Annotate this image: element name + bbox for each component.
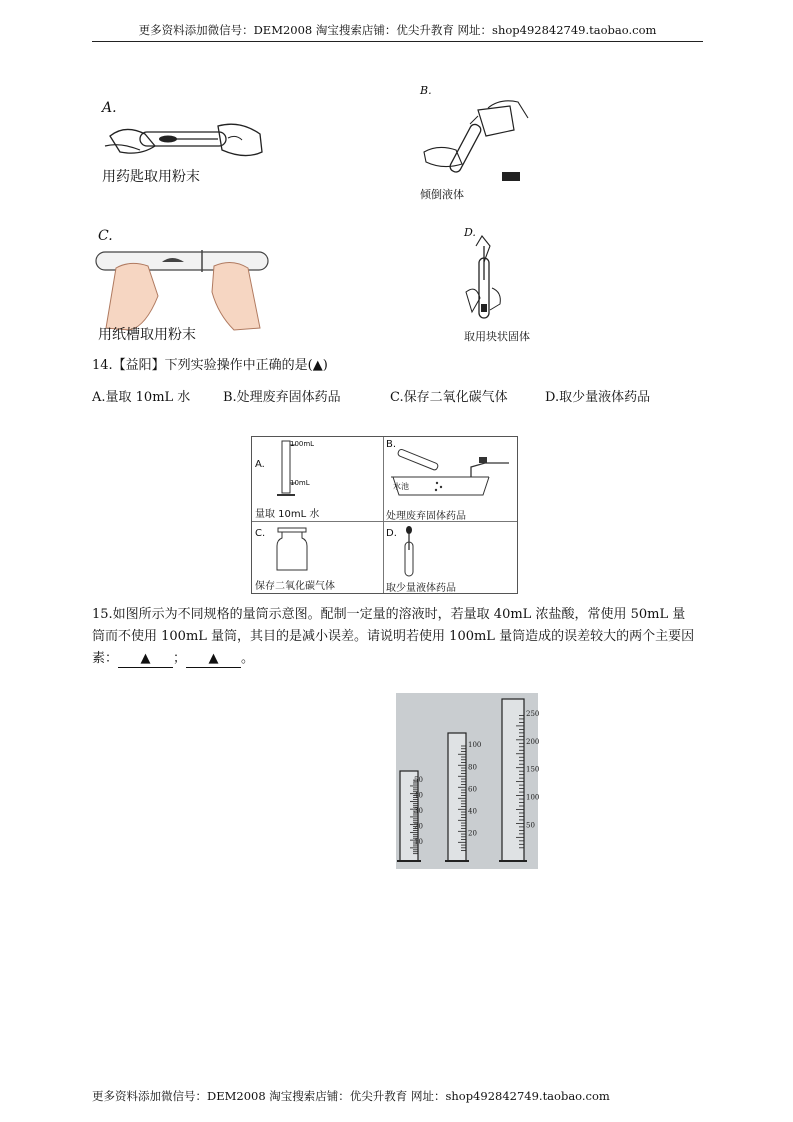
cylinder-small-scale-label: 40 <box>414 791 423 800</box>
panel-b-label: B. <box>420 84 432 97</box>
panel-a-label: A. <box>102 100 117 116</box>
q14-figure-grid <box>251 436 518 594</box>
cylinder-small-scale-label: 20 <box>414 822 423 831</box>
q14-option-d: D.取少量液体药品 <box>545 390 651 405</box>
q15-separator: ； <box>173 651 187 666</box>
pouring-liquid-illustration <box>418 90 533 185</box>
graduated-cylinder-100ml <box>276 439 316 503</box>
grid-b-water: 水池 <box>393 482 409 491</box>
grid-cell-a <box>252 437 383 521</box>
cylinder-small <box>397 771 423 861</box>
sink-disposal-illustration <box>385 443 515 503</box>
grid-c-caption: 保存二氧化碳气体 <box>255 581 335 592</box>
cylinder-medium-scale-label: 20 <box>468 829 477 838</box>
panel-a <box>100 98 270 188</box>
cylinders-drawing <box>396 693 538 869</box>
cylinder-large-scale-label: 200 <box>526 737 540 746</box>
grid-d-label: D. <box>386 528 397 539</box>
q14-option-c: C.保存二氧化碳气体 <box>390 390 508 405</box>
q15-line3-prefix: 素： <box>92 651 119 666</box>
q15-line-2: 筒而不使用 100mL 量筒，其目的是减小误差。请说明若使用 100mL 量筒造成的误差较大的两个主要因 <box>92 629 695 644</box>
panel-b-caption: 倾倒液体 <box>420 188 464 201</box>
panel-c-label: C. <box>98 228 113 244</box>
grid-a-low-mark: 10mL <box>290 479 310 487</box>
panel-d-caption: 取用块状固体 <box>464 330 530 343</box>
cylinder-medium-scale-label: 80 <box>468 763 477 772</box>
q14-option-a: A.量取 10mL 水 <box>92 390 191 405</box>
grid-a-caption: 量取 10mL 水 <box>255 509 320 520</box>
cylinder-medium <box>445 733 481 861</box>
panel-c <box>96 228 271 344</box>
cylinder-large-scale-label: 150 <box>526 765 540 774</box>
dropper-tube-illustration <box>401 524 431 580</box>
panel-d <box>462 226 552 344</box>
grid-cell-c <box>252 522 383 593</box>
grid-cell-b <box>383 437 517 521</box>
q15-line-1: 15.如图所示为不同规格的量筒示意图。配制一定量的溶液时，若量取 40mL 浓盐酸，常使用 50mL 量 <box>92 607 686 622</box>
cylinder-large-scale-label: 100 <box>526 793 540 802</box>
grid-b-caption: 处理废弃固体药品 <box>386 511 466 522</box>
cylinder-medium-scale-label: 60 <box>468 785 477 794</box>
answer-blank-2[interactable]: ▲ <box>186 651 241 668</box>
grid-a-top-mark: 100mL <box>290 440 315 448</box>
page-footer: 更多资料添加微信号：DEM2008 淘宝搜索店铺：优尖升教育 网址：shop492842749.taobao.com <box>92 1089 610 1103</box>
q15-line-3 <box>92 648 704 670</box>
q15-text <box>92 604 704 670</box>
cylinder-medium-scale-label: 40 <box>468 807 477 816</box>
panel-c-caption: 用纸槽取用粉末 <box>98 327 196 343</box>
cylinder-small-scale-label: 10 <box>414 838 423 847</box>
cylinder-large <box>499 699 539 861</box>
panel-d-label: D. <box>464 226 476 239</box>
block-solid-illustration <box>462 232 552 327</box>
grid-a-label: A. <box>255 459 265 470</box>
gas-jar-illustration <box>274 524 314 574</box>
cylinder-small-scale-label: 30 <box>414 807 423 816</box>
grid-c-label: C. <box>255 528 266 539</box>
cylinder-large-scale-label: 50 <box>526 821 535 830</box>
cylinder-large-scale-label: 250 <box>526 709 540 718</box>
answer-blank-1[interactable]: ▲ <box>118 651 173 668</box>
q15-end: 。 <box>241 651 255 666</box>
q14-option-b: B.处理废弃固体药品 <box>223 390 341 405</box>
grid-b-label: B. <box>386 439 397 450</box>
panel-b <box>418 84 533 200</box>
measuring-cylinders-photo <box>396 693 538 869</box>
grid-cell-d <box>383 522 517 593</box>
grid-d-caption: 取少量液体药品 <box>386 583 456 594</box>
panel-a-caption: 用药匙取用粉末 <box>102 169 200 185</box>
page-header: 更多资料添加微信号：DEM2008 淘宝搜索店铺：优尖升教育 网址：shop492842749.taobao.com <box>92 22 703 42</box>
q14-stem: 14.【益阳】下列实验操作中正确的是(▲) <box>92 358 328 373</box>
cylinder-small-scale-label: 50 <box>414 776 423 785</box>
cylinder-medium-scale-label: 100 <box>468 741 482 750</box>
